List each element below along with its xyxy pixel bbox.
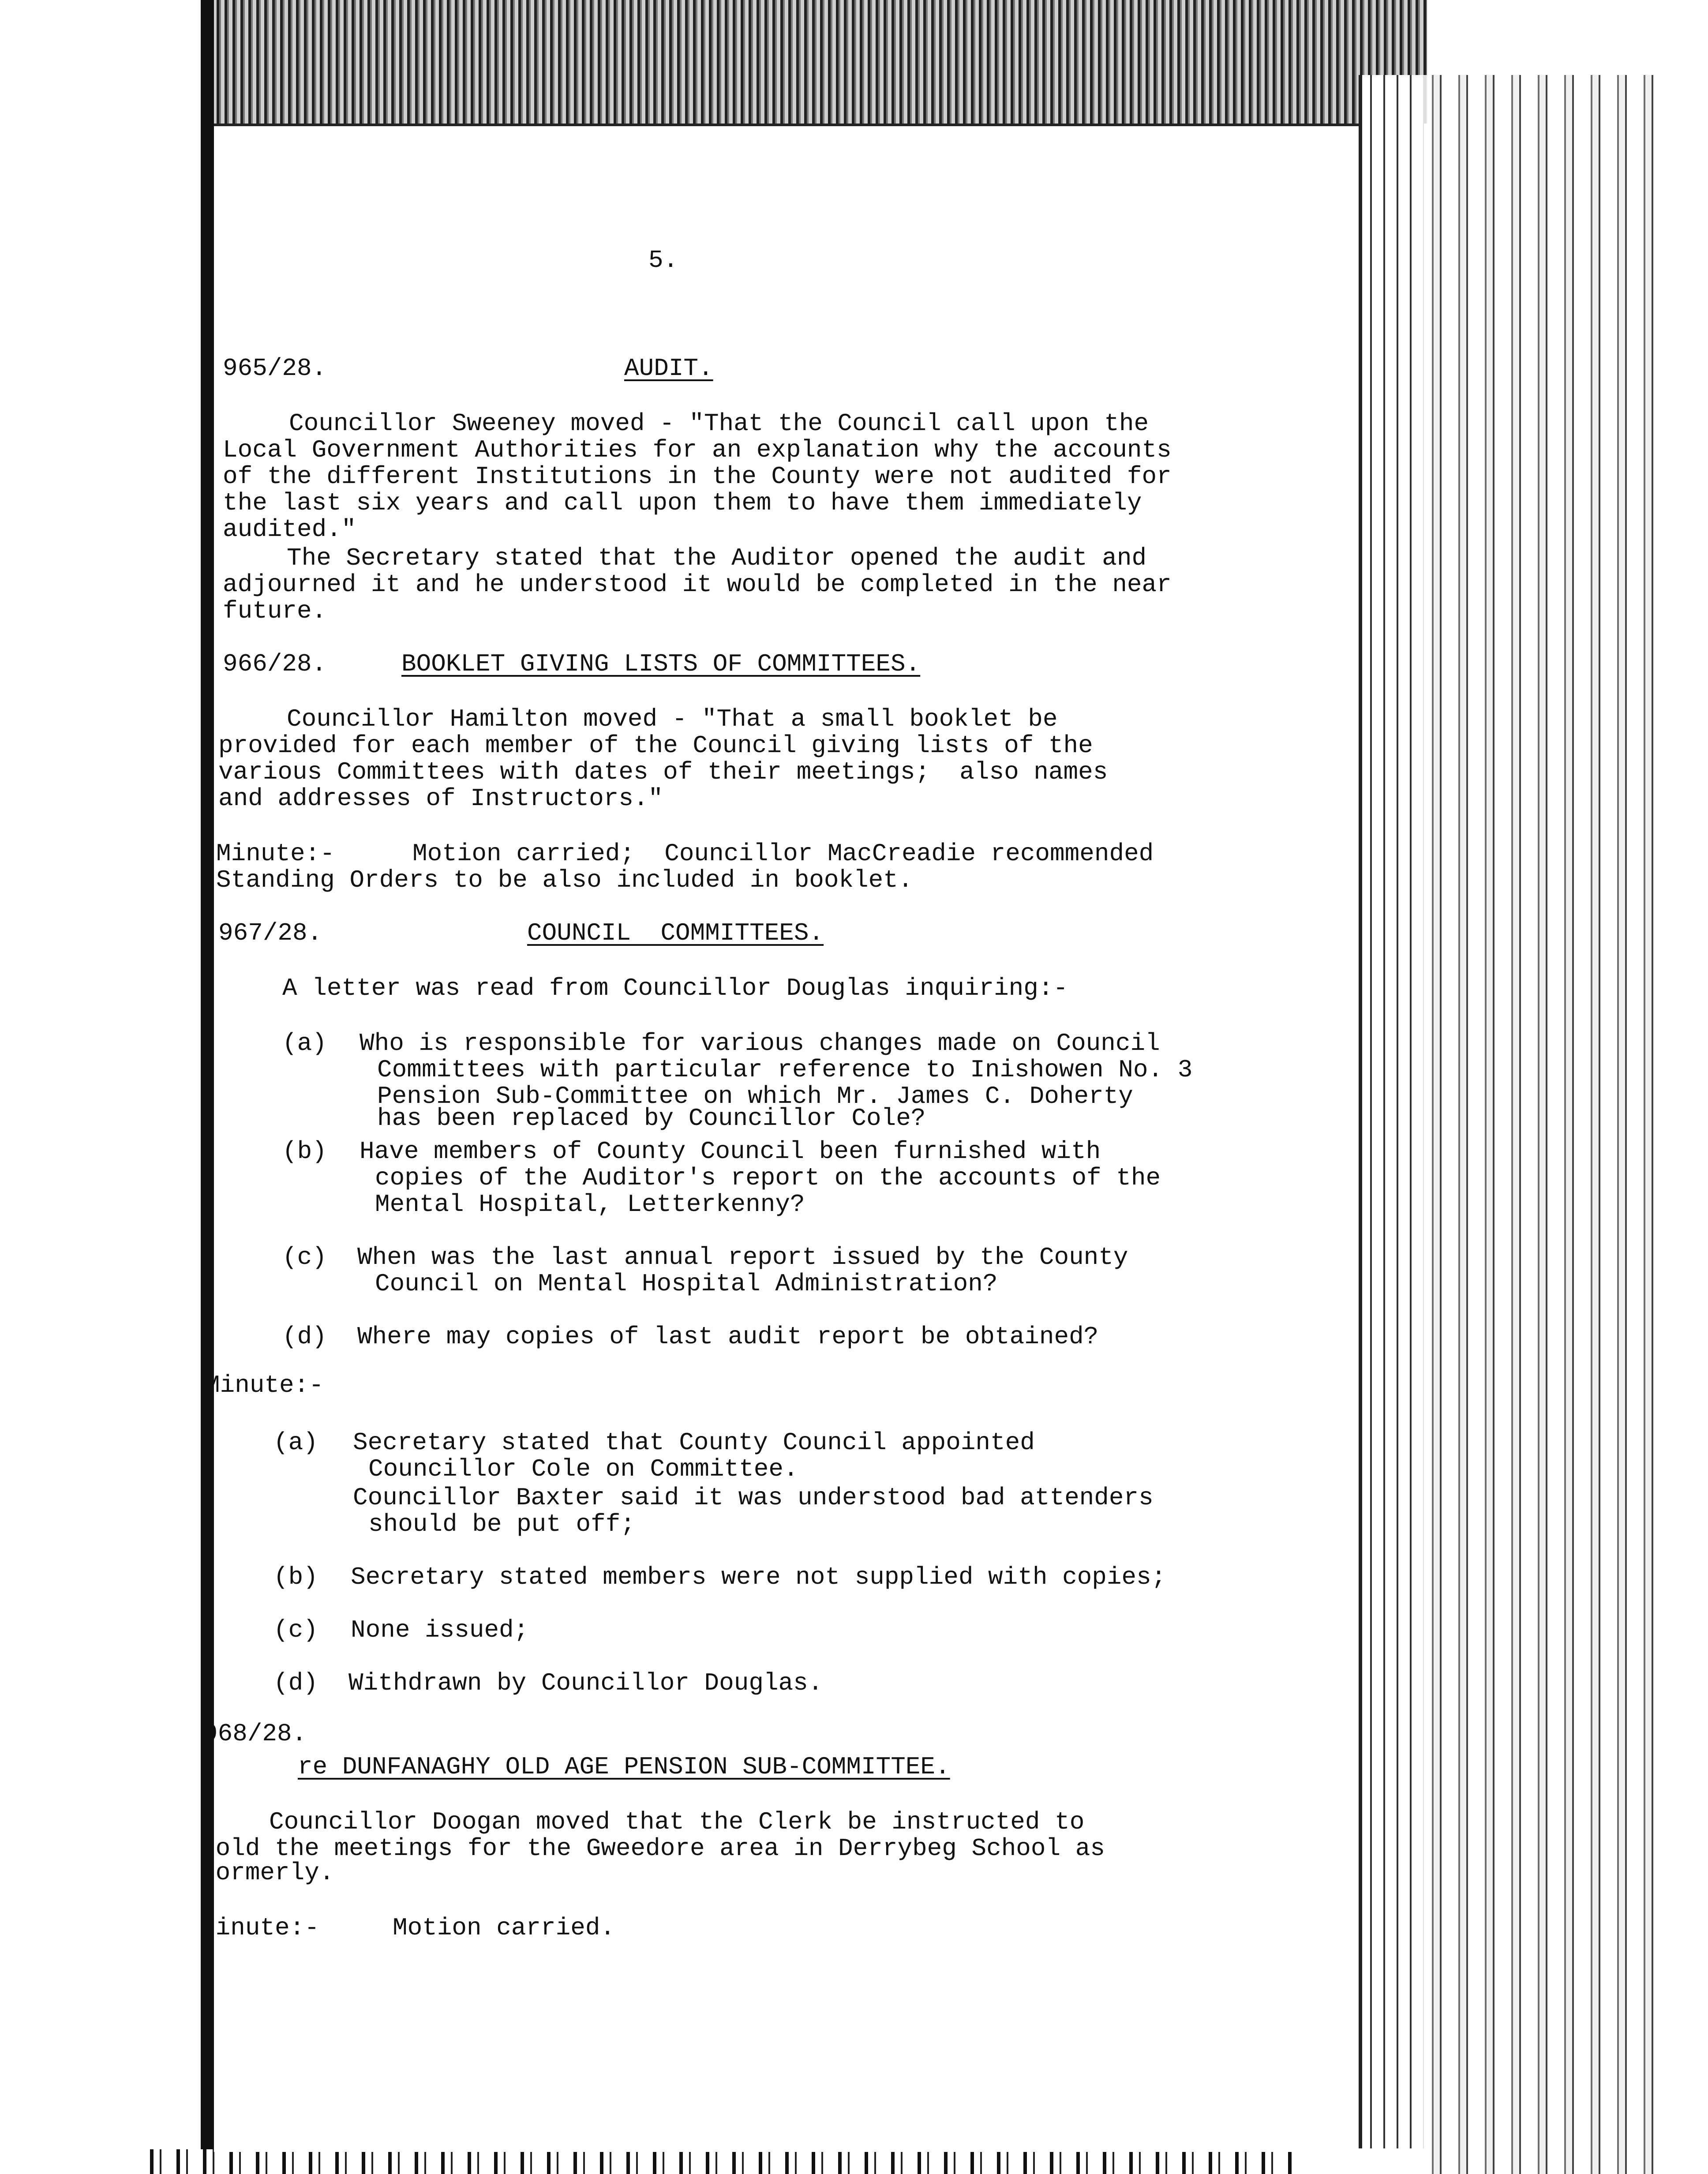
heading-dunfanaghy: re DUNFANAGHY OLD AGE PENSION SUB-COMMITTEE. [298,1753,950,1781]
text-line: provided for each member of the Council giving lists of the [218,731,1093,760]
stacked-pages [1420,75,1667,2174]
text-line: of the different Institutions in the County were not audited for [223,462,1172,491]
text-line: Standing Orders to be also included in booklet. [216,866,913,894]
text-line: Secretary stated members were not supplied with copies; [351,1563,1166,1591]
text-line: Councillor Baxter said it was understood bad attenders [353,1484,1154,1512]
text-line: Where may copies of last audit report be obtained? [357,1323,1099,1351]
text-line: hold the meetings for the Gweedore area in Derrybeg School as [201,1834,1105,1863]
page-edges [1359,75,1424,2148]
text-line: Secretary stated that County Council appointed [353,1428,1035,1457]
text-line: the last six years and call upon them to have them immediately [223,489,1142,517]
text-line: Councillor Doogan moved that the Clerk be instructed to [269,1808,1085,1836]
text-line: has been replaced by Councillor Cole? [377,1104,926,1132]
text-line: When was the last annual report issued by the County [357,1243,1128,1271]
minute-ref-968: 968/28. [203,1720,307,1748]
text-line: and addresses of Instructors." [218,784,663,813]
minute-ref-965: 965/28. [223,354,327,382]
item-label: (a) [273,1428,318,1457]
scan-top-edge [201,0,1427,124]
text-line: Councillor Sweeney moved - "That the Council call upon the [289,409,1149,438]
item-label: (c) [282,1243,327,1271]
minute-label: Minute:- [205,1371,324,1399]
item-label: (d) [282,1323,327,1351]
item-label: (c) [273,1616,318,1644]
text-line: Mental Hospital, Letterkenny? [375,1190,805,1218]
item-label: (b) [273,1563,318,1591]
page-number: 5. [648,246,678,274]
text-line: various Committees with dates of their meetings; also names [218,758,1108,786]
text-line: Pension Sub-Committee on which Mr. James C. Doherty [377,1082,1133,1110]
text-line: Motion carried. [393,1914,615,1942]
scan-bottom-edge [150,2149,1297,2174]
text-line: audited." [223,515,356,544]
item-label: (b) [282,1137,327,1166]
text-line: Have members of County Council been furnished with [360,1137,1101,1166]
minute-label: Minute:- [201,1914,319,1942]
text-line: Councillor Hamilton moved - "That a small booklet be [287,705,1058,733]
text-line: Committees with particular reference to Inishowen No. 3 [377,1056,1193,1084]
text-line: Withdrawn by Councillor Douglas. [348,1669,823,1697]
item-label: (a) [282,1029,327,1057]
text-line: Local Government Authorities for an explanation why the accounts [223,436,1172,464]
text-line: None issued; [351,1616,529,1644]
text-line: Council on Mental Hospital Administration? [375,1270,998,1298]
heading-council-committees: COUNCIL COMMITTEES. [527,919,824,947]
minute-ref-967: 967/28. [218,919,322,947]
text-line: Councillor Cole on Committee. [368,1455,798,1483]
heading-booklet: BOOKLET GIVING LISTS OF COMMITTEES. [401,650,921,678]
text-line: A letter was read from Councillor Douglas inquiring:- [282,974,1068,1002]
item-label: (d) [273,1669,318,1697]
heading-audit: AUDIT. [624,354,713,382]
minute-label: Minute:- [216,840,335,868]
text-line: copies of the Auditor's report on the accounts of the [375,1164,1161,1192]
text-line: future. [223,597,327,625]
minute-ref-966: 966/28. [223,650,327,678]
text-line: formerly. [201,1859,334,1887]
text-line: adjourned it and he understood it would be completed in the near [223,570,1172,599]
text-line: The Secretary stated that the Auditor opened the audit and [287,544,1147,572]
text-line: Motion carried; Councillor MacCreadie recommended [412,840,1154,868]
text-line: should be put off; [368,1510,635,1538]
text-line: Who is responsible for various changes made on Council [360,1029,1160,1057]
